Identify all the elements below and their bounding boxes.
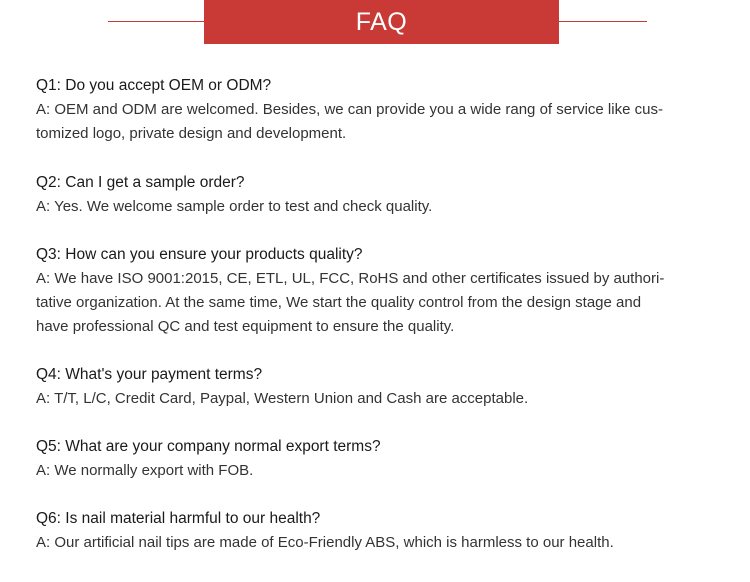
- faq-item: [36, 171, 716, 219]
- faq-answer-line: A: Our artificial nail tips are made of Eco-Friendly ABS, which is harmless to our health.: [36, 534, 614, 551]
- faq-answer-line: A: We normally export with FOB.: [36, 462, 254, 479]
- faq-question: Q5: What are your company normal export terms?: [36, 438, 381, 455]
- faq-question: Q4: What's your payment terms?: [36, 366, 263, 383]
- faq-answer-line: tomized logo, private design and development.: [36, 125, 347, 142]
- faq-item: [36, 435, 716, 483]
- faq-question: Q2: Can I get a sample order?: [36, 174, 245, 191]
- faq-header: [0, 0, 750, 44]
- faq-answer-line: A: We have ISO 9001:2015, CE, ETL, UL, FCC, RoHS and other certificates issued by authori-: [36, 270, 665, 287]
- faq-answer-line: have professional QC and test equipment to ensure the quality.: [36, 318, 455, 335]
- faq-question: Q3: How can you ensure your products quality?: [36, 246, 363, 263]
- faq-item: [36, 243, 716, 339]
- header-divider-right: [559, 21, 647, 22]
- faq-question: Q6: Is nail material harmful to our health?: [36, 510, 321, 527]
- faq-item: [36, 363, 716, 411]
- faq-title: FAQ: [204, 0, 559, 44]
- faq-question: Q1: Do you accept OEM or ODM?: [36, 77, 272, 94]
- faq-item: [36, 74, 716, 146]
- faq-answer-line: A: T/T, L/C, Credit Card, Paypal, Western Union and Cash are acceptable.: [36, 390, 529, 407]
- faq-item: [36, 507, 716, 555]
- faq-answer-line: tative organization. At the same time, We start the quality control from the design stage and: [36, 294, 642, 311]
- header-divider-left: [108, 21, 204, 22]
- faq-answer-line: A: Yes. We welcome sample order to test and check quality.: [36, 198, 433, 215]
- faq-answer-line: A: OEM and ODM are welcomed. Besides, we can provide you a wide rang of service like cus-: [36, 101, 663, 118]
- faq-list: [36, 74, 716, 555]
